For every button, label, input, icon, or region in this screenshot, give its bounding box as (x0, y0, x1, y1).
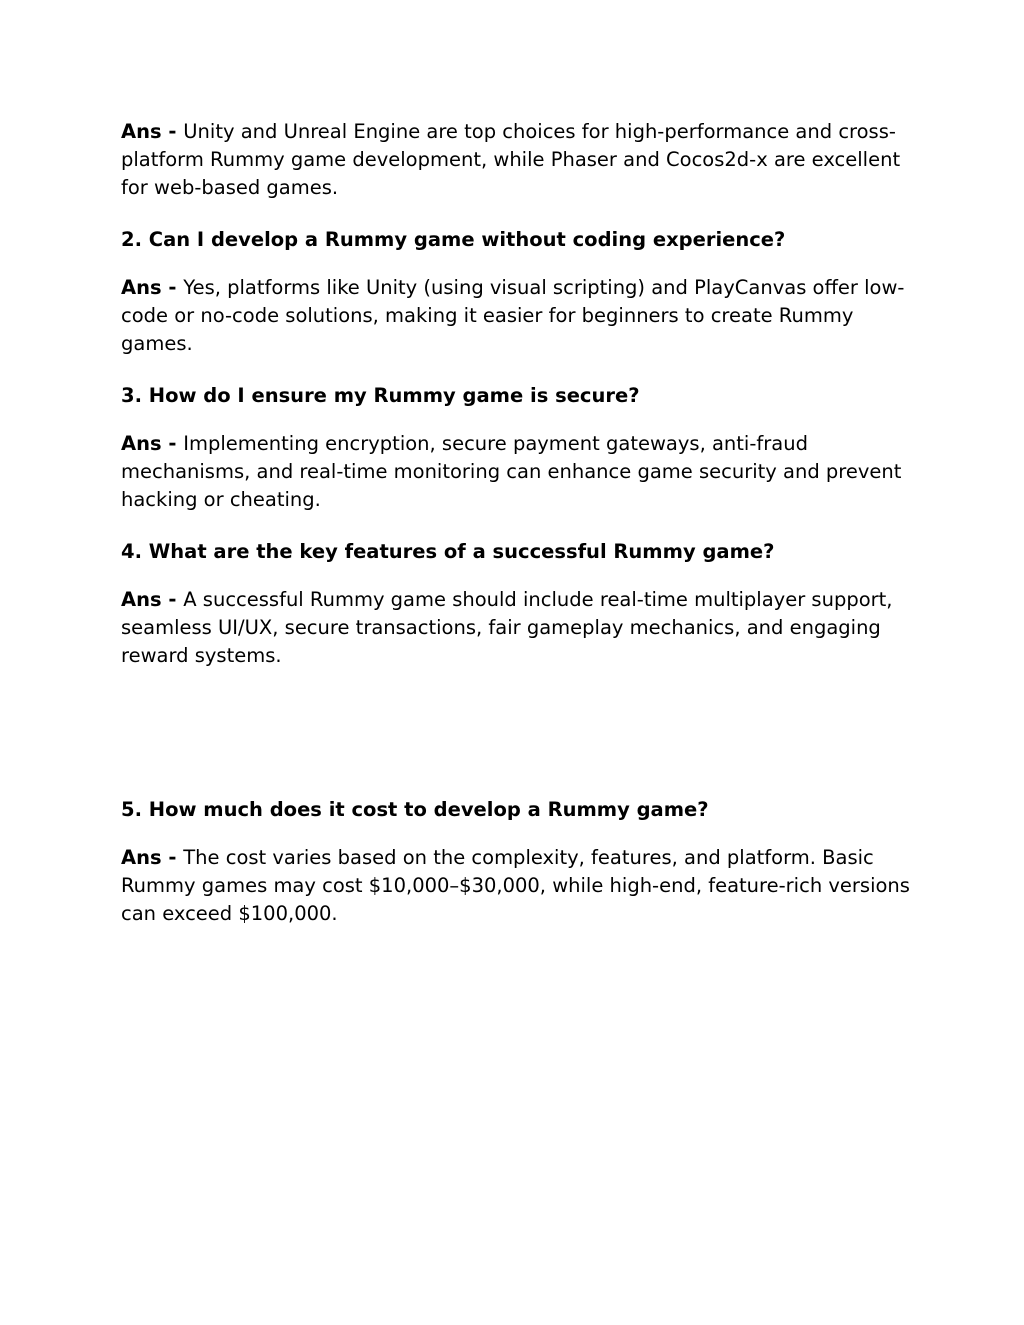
answer-5 (121, 844, 911, 928)
answer-3-text: Implementing encryption, secure payment gateways, anti-fraud mechanisms, and real-time monitoring can enhance game security and prevent hacking or cheating. (121, 432, 902, 511)
answer-4-text: A successful Rummy game should include real-time multiplayer support, seamless UI/UX, secure transactions, fair gameplay mechanics, and engaging reward systems. (121, 588, 893, 667)
question-2: 2. Can I develop a Rummy game without coding experience? (121, 228, 786, 251)
answer-1 (121, 118, 911, 202)
document-page (121, 118, 911, 928)
answer-prefix: Ans - (121, 120, 184, 143)
answer-prefix: Ans - (121, 846, 184, 869)
question-5: 5. How much does it cost to develop a Rummy game? (121, 798, 709, 821)
answer-1-text: Unity and Unreal Engine are top choices for high-performance and cross-platform Rummy game development, while Phaser and Cocos2d-x are excellent for web-based games. (121, 120, 901, 199)
question-3: 3. How do I ensure my Rummy game is secure? (121, 384, 640, 407)
question-4: 4. What are the key features of a successful Rummy game? (121, 540, 775, 563)
answer-3 (121, 430, 911, 514)
answer-prefix: Ans - (121, 432, 184, 455)
answer-4 (121, 586, 911, 670)
answer-prefix: Ans - (121, 276, 184, 299)
answer-2 (121, 274, 911, 358)
answer-5-text: The cost varies based on the complexity, features, and platform. Basic Rummy games may cost $10,000–$30,000, while high-end, feature-rich versions can exceed $100,000. (121, 846, 910, 925)
answer-2-text: Yes, platforms like Unity (using visual scripting) and PlayCanvas offer low-code or no-code solutions, making it easier for beginners to create Rummy games. (121, 276, 905, 355)
answer-prefix: Ans - (121, 588, 184, 611)
